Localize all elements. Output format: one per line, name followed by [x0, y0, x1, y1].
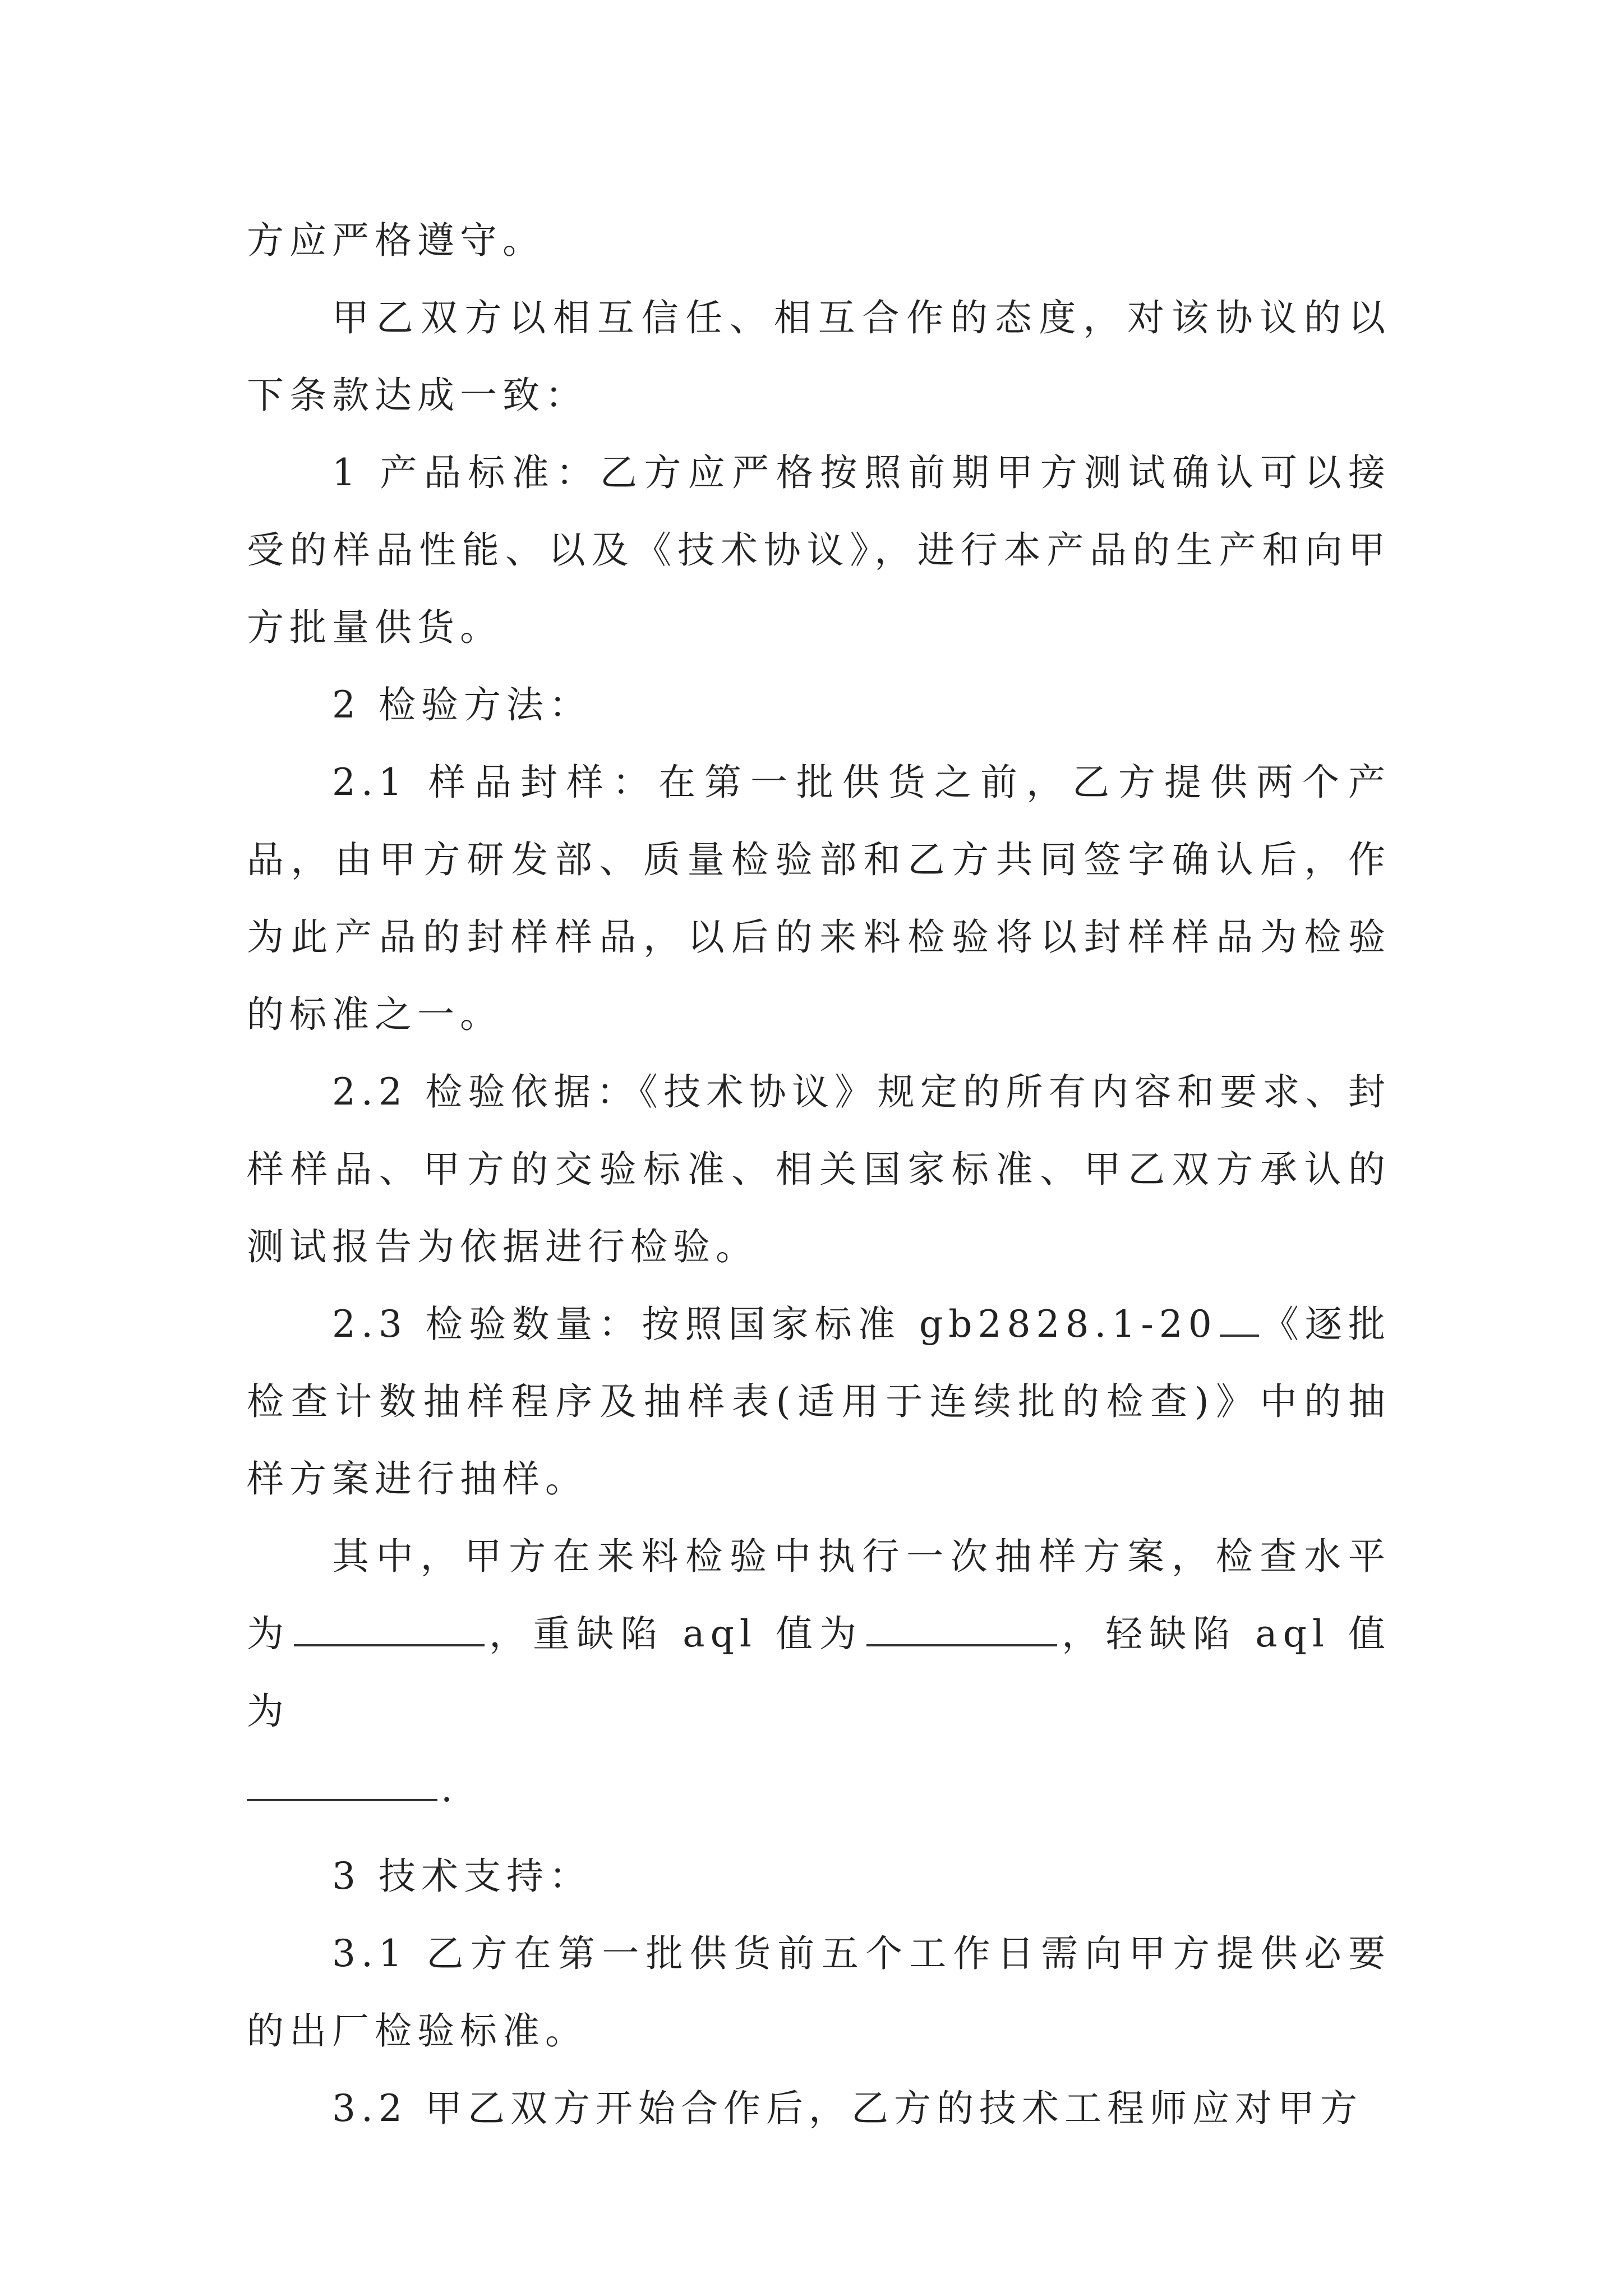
heading-inspection-method: 2 检验方法： — [332, 683, 592, 726]
inspection-quantity-text-a: 2.3 检验数量：按照国家标准 gb2828.1-20 — [332, 1303, 1218, 1346]
sampling-plan-text-b: ，重缺陷 aql 值为 — [488, 1612, 864, 1655]
paragraph-inspection-quantity — [247, 1286, 1391, 1518]
paragraph-sampling-plan — [247, 1518, 1391, 1750]
document-body — [247, 202, 1391, 2147]
paragraph-product-standard: 1 产品标准：乙方应严格按照前期甲方测试确认可以接受的样品性能、以及《技术协议》，进行本产品的生产和向甲方批量供货。 — [247, 451, 1391, 649]
paragraph-inspection-basis: 2.2 检验依据：《技术协议》规定的所有内容和要求、封样样品、甲方的交验标准、相关国家标准、甲乙双方承认的测试报告为依据进行检验。 — [247, 1070, 1391, 1268]
sampling-plan-text-c: ，轻缺陷 aql 值为 — [247, 1612, 1391, 1733]
major-defect-aql-blank — [866, 1611, 1057, 1646]
paragraph-inspection-standard: 3.1 乙方在第一批供货前五个工作日需向甲方提供必要的出厂检验标准。 — [247, 1932, 1391, 2053]
paragraph-technical-engineer: 3.2 甲乙双方开始合作后，乙方的技术工程师应对甲方 — [332, 2087, 1363, 2130]
paragraph-continuation: 方应严格遵守。 — [247, 219, 545, 262]
minor-defect-aql-line — [247, 1750, 1391, 1828]
inspection-quantity-text-b: 《逐批检查计数抽样程序及抽样表(适用于连续批的检查)》中的抽样方案进行抽样。 — [247, 1303, 1391, 1501]
sampling-plan-text-a: 其中，甲方在来料检验中执行一次抽样方案，检查水平为 — [247, 1535, 1391, 1655]
paragraph-agreement-intro: 甲乙双方以相互信任、相互合作的态度，对该协议的以下条款达成一致： — [247, 296, 1391, 417]
inspection-level-blank — [294, 1611, 485, 1646]
paragraph-sample-sealing: 2.1 样品封样：在第一批供货之前，乙方提供两个产品，由甲方研发部、质量检验部和乙方共同签字确认后，作为此产品的封样样品，以后的来料检验将以封样样品为检验的标准之一。 — [247, 761, 1391, 1036]
year-blank — [1220, 1301, 1259, 1337]
sampling-plan-end: . — [441, 1767, 458, 1810]
heading-technical-support: 3 技术支持： — [332, 1855, 592, 1898]
minor-defect-aql-blank — [247, 1765, 437, 1801]
